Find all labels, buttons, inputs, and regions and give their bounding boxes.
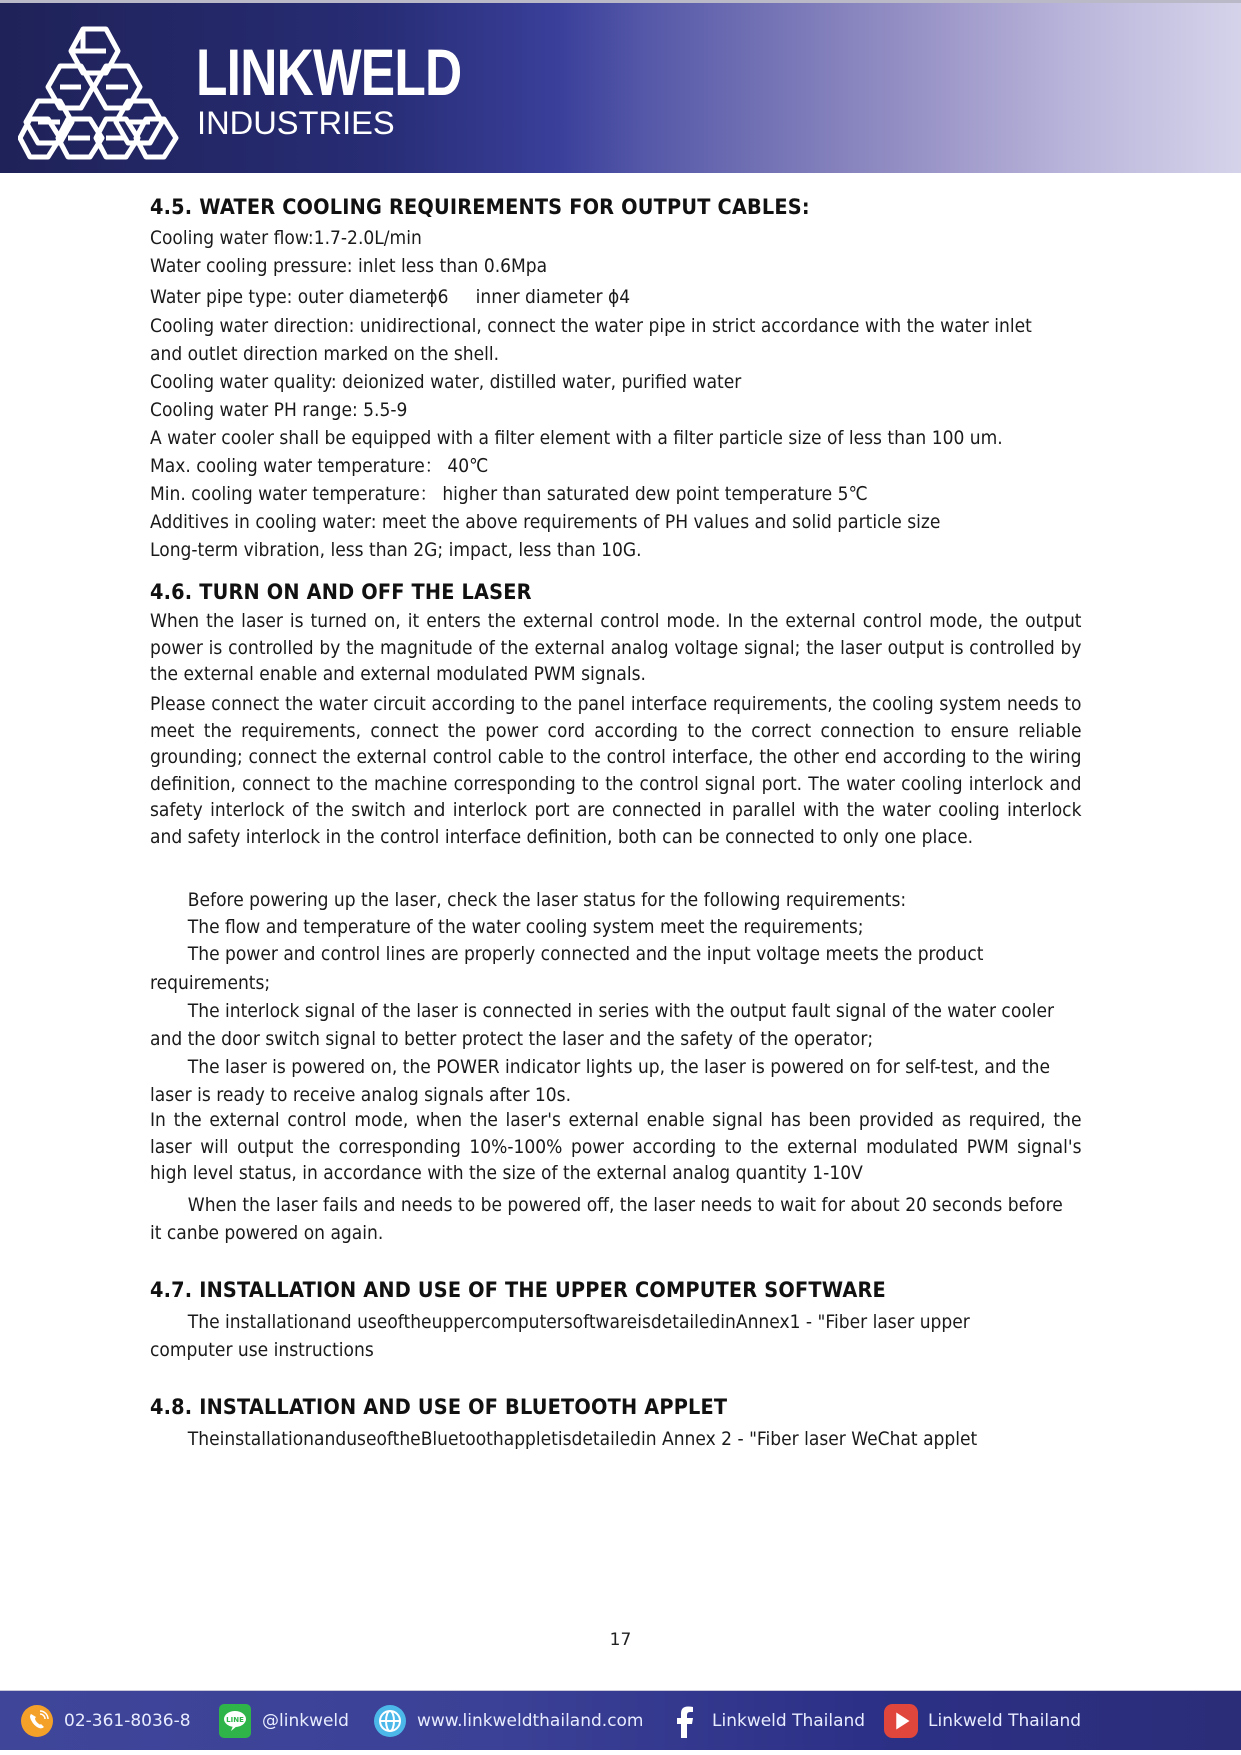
phone-icon (20, 1704, 54, 1738)
spec-line: Cooling water direction: unidirectional, connect the water pipe in strict accordance with the water inlet (150, 315, 1032, 337)
footer-youtube[interactable] (884, 1691, 1081, 1751)
checklist-intro: Before powering up the laser, check the laser status for the following requirements: (187, 889, 907, 911)
spec-line: and outlet direction marked on the shell. (150, 343, 500, 365)
spec-line: Long-term vibration, less than 2G; impact, less than 10G. (150, 539, 642, 561)
checklist-item: The laser is powered on, the POWER indicator lights up, the laser is powered on for self-test, and the (187, 1056, 1051, 1078)
software-annex-ref-cont: computer use instructions (150, 1339, 374, 1361)
spec-line: Water pipe type: outer diameterϕ6 inner diameter ϕ4 (150, 286, 631, 308)
website-url: www.linkweldthailand.com (417, 1711, 644, 1731)
checklist-item-cont: laser is ready to receive analog signals after 10s. (150, 1084, 572, 1106)
svg-text:LINE: LINE (226, 1716, 244, 1724)
facebook-icon (668, 1704, 702, 1738)
line-app-icon (218, 1704, 252, 1738)
spec-line: Max. cooling water temperature： 40℃ (150, 455, 489, 477)
section-heading-4-8: 4.8. INSTALLATION AND USE OF BLUETOOTH APPLET (150, 1395, 728, 1419)
footer-line[interactable] (218, 1691, 349, 1751)
software-annex-ref: The installationand useoftheuppercomputersoftwareisdetailedinAnnex1 - "Fiber laser upper (187, 1311, 970, 1333)
globe-icon (373, 1704, 407, 1738)
facebook-name: Linkweld Thailand (712, 1711, 866, 1731)
section-heading-4-7: 4.7. INSTALLATION AND USE OF THE UPPER COMPUTER SOFTWARE (150, 1278, 886, 1302)
checklist-item: The flow and temperature of the water cooling system meet the requirements; (187, 916, 864, 938)
footer-phone[interactable] (20, 1691, 191, 1751)
page-number: 17 (609, 1630, 632, 1650)
paragraph-external-control: When the laser is turned on, it enters the external control mode. In the external control mode, the output power is controlled by the magnitude of the external analog voltage signal; the laser output is controlled by the external enable and external modulated PWM signals. (150, 610, 1082, 685)
section-heading-4-6: 4.6. TURN ON AND OFF THE LASER (150, 580, 532, 604)
footer-facebook[interactable] (668, 1691, 865, 1751)
checklist-item: The interlock signal of the laser is connected in series with the output fault signal of the water cooler (187, 1000, 1055, 1022)
spec-line: Water cooling pressure: inlet less than 0.6Mpa (150, 255, 548, 277)
header-banner (0, 3, 1241, 173)
overlapping-note: When the laser fails and needs to be powered off, the laser needs to wait for about 20 seconds before (187, 1194, 1063, 1216)
spec-line: Cooling water flow:1.7-2.0L/min (150, 227, 422, 249)
phone-number: 02-361-8036-8 (64, 1711, 191, 1731)
contact-footer (0, 1690, 1241, 1750)
paragraph-connection: Please connect the water circuit according to the panel interface requirements, the cooling system needs to meet the requirements, connect the power cord according to the correct connection to ensure reliable grounding; connect the external control cable to the control interface, the other end according to the wiring definition, connect to the machine corresponding to the control signal port. The water cooling interlock and safety interlock of the switch and interlock port are connected in parallel with the water cooling interlock and safety interlock in the control interface definition, both can be connected to only one place. (150, 693, 1082, 848)
spec-line: A water cooler shall be equipped with a filter element with a filter particle size of less than 100 um. (150, 427, 1003, 449)
brand-subtitle: INDUSTRIES (197, 105, 395, 141)
spec-line: Additives in cooling water: meet the above requirements of PH values and solid particle size (150, 511, 941, 533)
line-handle: @linkweld (262, 1711, 349, 1731)
spec-line: Cooling water quality: deionized water, distilled water, purified water (150, 371, 742, 393)
youtube-channel: Linkweld Thailand (928, 1711, 1082, 1731)
checklist-item: The power and control lines are properly connected and the input voltage meets the product (187, 943, 984, 965)
cube-pyramid-logo-icon (18, 21, 180, 161)
paragraph-pwm-output: In the external control mode, when the laser's external enable signal has been provided as required, the laser will output the corresponding 10%-100% power according to the external modulated PWM signal's high level status, in accordance with the size of the external analog quantity 1-10V (150, 1109, 1082, 1184)
bluetooth-annex-ref: TheinstallationanduseoftheBluetoothappletisdetailedin Annex 2 - "Fiber laser WeChat applet (187, 1428, 978, 1450)
overlapping-note-cont: it canbe powered on again. (150, 1222, 384, 1244)
section-heading-4-5: 4.5. WATER COOLING REQUIREMENTS FOR OUTPUT CABLES: (150, 195, 810, 219)
checklist-item-cont: and the door switch signal to better protect the laser and the safety of the operator; (150, 1028, 874, 1050)
footer-website[interactable] (373, 1691, 644, 1751)
youtube-play-icon (884, 1704, 918, 1738)
spec-line: Cooling water PH range: 5.5-9 (150, 399, 408, 421)
spec-line: Min. cooling water temperature： higher than saturated dew point temperature 5℃ (150, 483, 868, 505)
brand-name: LINKWELD (196, 35, 462, 109)
checklist-item-cont: requirements; (150, 972, 271, 994)
